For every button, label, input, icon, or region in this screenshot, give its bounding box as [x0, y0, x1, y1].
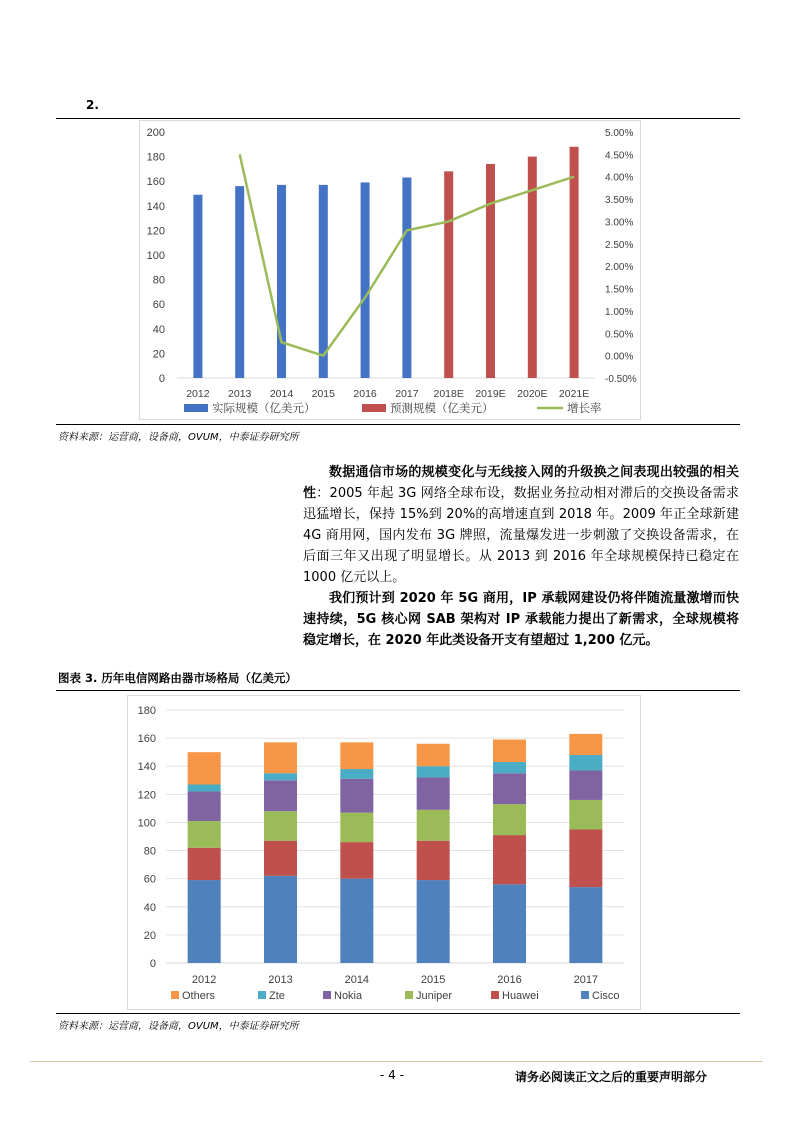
bar-segment-juniper	[493, 804, 526, 835]
bar-segment-juniper	[340, 813, 373, 843]
y-tick-label: 140	[137, 761, 156, 774]
bar-segment-cisco	[264, 876, 297, 963]
bar-segment-huawei	[264, 841, 297, 876]
legend-label-actual: 实际规模（亿美元）	[212, 403, 316, 415]
right-axis-tick-label: -0.50%	[605, 374, 637, 385]
bar-segment-cisco	[188, 880, 221, 963]
y-tick-label: 80	[143, 845, 156, 858]
bar-segment-cisco	[569, 887, 602, 963]
bar-segment-nokia	[417, 777, 450, 809]
x-tick-label: 2016	[353, 388, 377, 400]
legend-label-juniper: Juniper	[416, 990, 453, 1002]
left-axis-tick-label: 180	[146, 151, 165, 164]
x-tick-label: 2016	[497, 974, 522, 986]
x-tick-label: 2014	[269, 388, 294, 400]
legend-label-others: Others	[182, 990, 216, 1002]
bar-segment-zte	[264, 773, 297, 780]
x-tick-label: 2015	[420, 974, 446, 986]
y-tick-label: 180	[137, 705, 156, 717]
y-tick-label: 20	[143, 929, 156, 942]
bar-segment-huawei	[417, 841, 450, 880]
bar-segment-others	[569, 734, 602, 755]
right-axis-tick-label: 2.50%	[605, 239, 634, 251]
legend-swatch-juniper	[405, 991, 413, 999]
legend-label-nokia: Nokia	[334, 990, 363, 1002]
left-axis-tick-label: 160	[146, 176, 165, 189]
bar-segment-nokia	[493, 773, 526, 804]
bar-segment-juniper	[569, 800, 602, 830]
y-tick-label: 0	[149, 958, 156, 970]
right-axis-tick-label: 1.00%	[605, 306, 634, 318]
bar-segment-others	[264, 742, 297, 773]
bar-segment-huawei	[340, 842, 373, 879]
right-axis-tick-label: 1.50%	[605, 284, 634, 296]
left-axis-tick-label: 40	[152, 323, 165, 336]
bar-segment-zte	[493, 762, 526, 773]
top-figure-source: 资料来源：运营商，设备商，OVUM，中泰证券研究所	[58, 432, 299, 443]
legend-swatch-cisco	[581, 991, 589, 999]
figure-label: 2.	[86, 98, 99, 112]
bar-segment-huawei	[569, 829, 602, 887]
paragraph-correlation-lead: 数据通信市场的规模变化与无线接入网的升级换之间表现出较强的相关性	[303, 465, 739, 501]
bar-segment-others	[340, 742, 373, 769]
y-tick-label: 120	[137, 789, 156, 802]
left-axis-tick-label: 140	[146, 200, 165, 213]
router-figure-bottom-rule	[56, 1013, 740, 1014]
left-axis-tick-label: 80	[152, 274, 165, 287]
bar-segment-nokia	[264, 780, 297, 811]
right-axis-tick-label: 2.00%	[605, 262, 634, 274]
bar-segment-nokia	[569, 770, 602, 800]
bar-segment-cisco	[417, 880, 450, 963]
bar-segment-others	[493, 740, 526, 762]
paragraph-forecast-body: 我们预计到 2020 年 5G 商用，IP 承载网建设仍将伴随流量激增而快速持续，5G 核心网 SAB 架构对 IP 承载能力提出了新需求，全球规模将稳定增长，在 2020 年此类设备开支有望超过 1,200 亿元。	[303, 591, 739, 648]
x-tick-label: 2017	[395, 388, 419, 400]
legend-swatch-huawei	[491, 991, 499, 999]
left-axis-tick-label: 20	[152, 348, 165, 361]
right-axis-tick-label: 4.50%	[605, 150, 634, 162]
bar-segment-nokia	[188, 792, 221, 822]
x-tick-label: 2014	[344, 974, 370, 986]
bottom-figure-source: 资料来源：运营商，设备商，OVUM，中泰证券研究所	[58, 1021, 299, 1032]
bar-segment-nokia	[340, 779, 373, 813]
x-tick-label: 2019E	[475, 388, 506, 400]
right-axis-tick-label: 3.00%	[605, 217, 634, 229]
left-axis-tick-label: 100	[146, 250, 165, 262]
left-axis-tick-label: 120	[146, 225, 165, 238]
legend-label-zte: Zte	[269, 990, 285, 1002]
x-tick-label: 2020E	[517, 388, 548, 400]
bar-segment-huawei	[188, 848, 221, 880]
bar-segment-zte	[340, 769, 373, 779]
page-number: - 4 -	[380, 1068, 404, 1082]
footer-rule	[30, 1061, 763, 1062]
router-figure-title: 图表 3. 历年电信网路由器市场格局（亿美元）	[58, 671, 297, 685]
bar-segment-zte	[188, 784, 221, 791]
x-tick-label: 2012	[186, 388, 210, 400]
right-axis-tick-label: 5.00%	[605, 128, 634, 139]
legend-swatch-nokia	[323, 991, 331, 999]
right-axis-tick-label: 0.00%	[605, 351, 634, 363]
bar-segment-juniper	[264, 811, 297, 841]
x-tick-label: 2015	[311, 388, 335, 400]
x-tick-label: 2013	[228, 388, 252, 400]
legend-label-forecast: 预测规模（亿美元）	[390, 403, 494, 415]
bar-segment-zte	[569, 755, 602, 770]
bar-segment-juniper	[417, 810, 450, 841]
legend-swatch-zte	[258, 991, 266, 999]
bar-segment-others	[417, 744, 450, 766]
left-axis-tick-label: 200	[146, 127, 165, 139]
y-tick-label: 60	[143, 873, 156, 886]
legend-label-huawei: Huawei	[502, 990, 539, 1002]
bar-segment-cisco	[340, 879, 373, 963]
right-axis-tick-label: 4.00%	[605, 172, 634, 184]
left-axis-tick-label: 60	[152, 299, 165, 312]
bar-segment-zte	[417, 766, 450, 777]
x-tick-label: 2013	[268, 974, 293, 986]
bar-segment-juniper	[188, 821, 221, 848]
bar-segment-others	[188, 752, 221, 784]
legend-label-cisco: Cisco	[592, 990, 620, 1002]
x-tick-label: 2021E	[558, 388, 590, 400]
disclaimer-note: 请务必阅读正文之后的重要声明部分	[515, 1070, 708, 1084]
paragraph-correlation-body: ：2005 年起 3G 网络全球布设，数据业务拉动相对滞后的交换设备需求迅猛增长，保持 15%到 20%的高增速直到 2018 年。2009 年正全球新建 4G 商用网，国内发布 3G 牌照，流量爆发进一步刺激了交换设备需求，在后面三年又出现了明显增长。从 2013 到 2016 年全球规模保持已稳定在 1000 亿元以上。	[303, 486, 739, 585]
y-tick-label: 100	[137, 817, 156, 830]
legend-label-growth: 增长率	[567, 403, 602, 415]
right-axis-tick-label: 0.50%	[605, 329, 634, 341]
bar-segment-huawei	[493, 835, 526, 884]
bar-segment-cisco	[493, 884, 526, 963]
x-tick-label: 2012	[191, 974, 217, 986]
left-axis-tick-label: 0	[158, 373, 165, 385]
x-tick-label: 2018E	[433, 388, 464, 400]
legend-swatch-others	[171, 991, 179, 999]
y-tick-label: 40	[143, 901, 156, 914]
right-axis-tick-label: 3.50%	[605, 195, 634, 207]
y-tick-label: 160	[137, 733, 156, 746]
x-tick-label: 2017	[573, 974, 599, 986]
